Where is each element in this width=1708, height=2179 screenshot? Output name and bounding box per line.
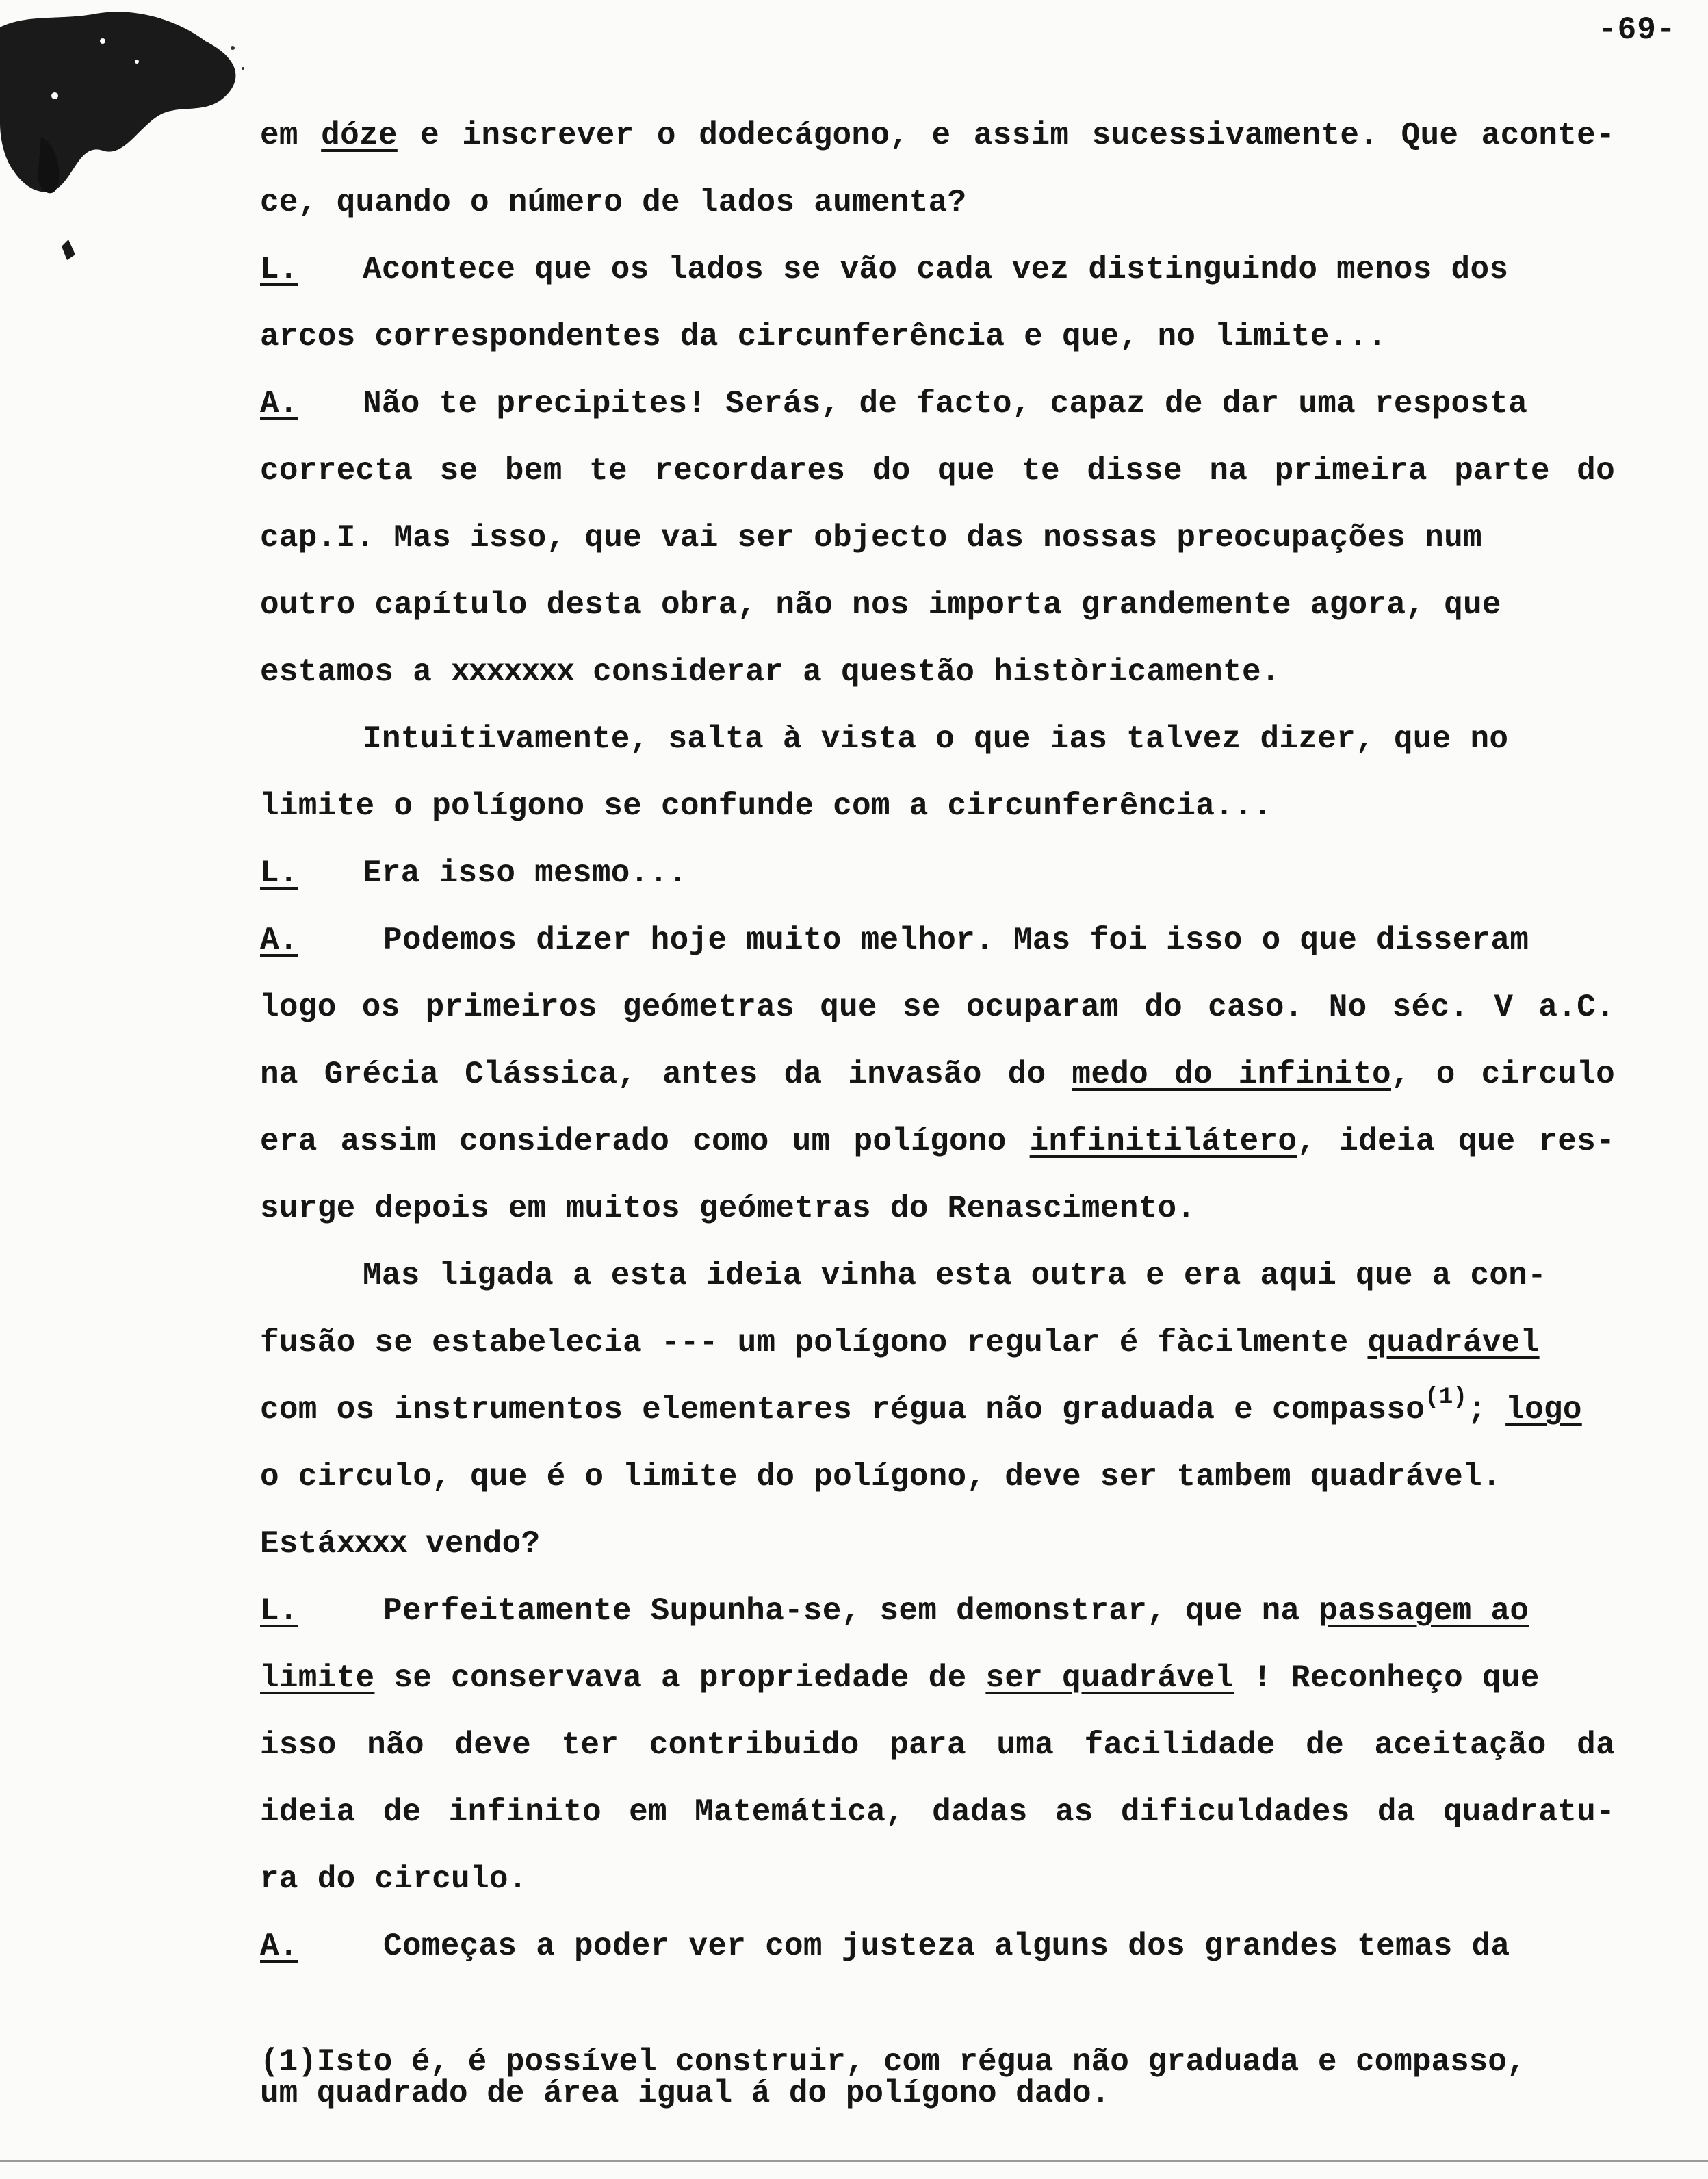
underlined-phrase: ser quadrável <box>985 1660 1234 1696</box>
footnote-ref: (1) <box>1425 1384 1468 1410</box>
footnote <box>260 2046 1629 2109</box>
text-line: fusão se estabelecia --- um polígono regular é fàcilmente quadrável <box>260 1325 1540 1361</box>
page-bottom-edge <box>0 2160 1708 2162</box>
text-line: limite o polígono se confunde com a circunferência... <box>260 788 1272 824</box>
dialogue-line: L. Era isso mesmo... <box>260 853 687 894</box>
dialogue-line: L. Acontece que os lados se vão cada vez distinguindo menos dos <box>260 249 1508 290</box>
text-line: Estáxxxx vendo? <box>260 1526 541 1562</box>
text-line: correcta se bem te recordares do que te disse na primeira parte do <box>260 453 1615 489</box>
underlined-phrase: passagem ao <box>1319 1593 1529 1629</box>
speaker-label: A. <box>260 1929 298 1964</box>
underlined-word: quadrável <box>1367 1325 1540 1361</box>
text-line: isso não deve ter contribuido para uma facilidade de aceitação da <box>260 1727 1615 1763</box>
text-line: arcos correspondentes da circunferência e que, no limite... <box>260 319 1387 354</box>
speaker-label: L. <box>260 855 298 891</box>
underlined-word: logo <box>1505 1392 1582 1428</box>
underlined-word: dóze <box>321 118 398 153</box>
text-line: Mas ligada a esta ideia vinha esta outra e era aqui que a con- <box>363 1258 1547 1293</box>
text-line: estamos a xxxxxxx considerar a questão històricamente. <box>260 654 1280 690</box>
text-line: ra do circulo. <box>260 1861 528 1897</box>
text-line: ideia de infinito em Matemática, dadas as dificuldades da quadratu- <box>260 1794 1615 1830</box>
text-line: o circulo, que é o limite do polígono, deve ser tambem quadrável. <box>260 1459 1501 1495</box>
text-line: ce, quando o número de lados aumenta? <box>260 185 967 220</box>
struck-out-text: xxxxxxx <box>451 654 574 690</box>
footnote-line: um quadrado de área igual á do polígono dado. <box>260 2076 1111 2111</box>
text-line: logo os primeiros geómetras que se ocuparam do caso. No séc. V a.C. <box>260 990 1615 1025</box>
dialogue-line: A. Não te precipites! Serás, de facto, capaz de dar uma resposta <box>260 383 1527 424</box>
text-line: cap.I. Mas isso, que vai ser objecto das nossas preocupações num <box>260 520 1482 556</box>
speaker-label: A. <box>260 386 298 422</box>
underlined-phrase: medo do infinito <box>1072 1057 1391 1092</box>
underlined-word: limite <box>260 1660 375 1696</box>
text-line: era assim considerado como um polígono infinitilátero, ideia que res- <box>260 1124 1615 1159</box>
text-line: com os instrumentos elementares régua não graduada e compasso$^{(1)}$; logo <box>260 1384 1582 1428</box>
struck-out-text: xxxx <box>336 1526 407 1562</box>
text-line: em dóze e inscrever o dodecágono, e assim sucessivamente. Que aconte- <box>260 118 1615 153</box>
dialogue-line: A. Começas a poder ver com justeza alguns dos grandes temas da <box>260 1926 1510 1967</box>
text-line: Intuitivamente, salta à vista o que ias talvez dizer, que no <box>363 721 1509 757</box>
ink-stain <box>0 0 260 287</box>
speaker-label: A. <box>260 923 298 958</box>
page-number: -69- <box>1598 12 1677 48</box>
dialogue-line: L. Perfeitamente Supunha-se, sem demonstrar, que na passagem ao <box>260 1590 1529 1632</box>
text-line: na Grécia Clássica, antes da invasão do medo do infinito, o circulo <box>260 1057 1615 1092</box>
speaker-label: L. <box>260 252 298 287</box>
underlined-word: infinitilátero <box>1029 1124 1297 1159</box>
footnote-line: (1)Isto é, é possível construir, com régua não graduada e compasso, <box>260 2044 1526 2080</box>
text-line: limite se conservava a propriedade de ser quadrável ! Reconheço que <box>260 1660 1540 1696</box>
dialogue-line: A. Podemos dizer hoje muito melhor. Mas foi isso o que disseram <box>260 920 1529 961</box>
text-line: outro capítulo desta obra, não nos importa grandemente agora, que <box>260 587 1501 623</box>
speaker-label: L. <box>260 1593 298 1629</box>
text-line: surge depois em muitos geómetras do Renascimento. <box>260 1191 1196 1226</box>
